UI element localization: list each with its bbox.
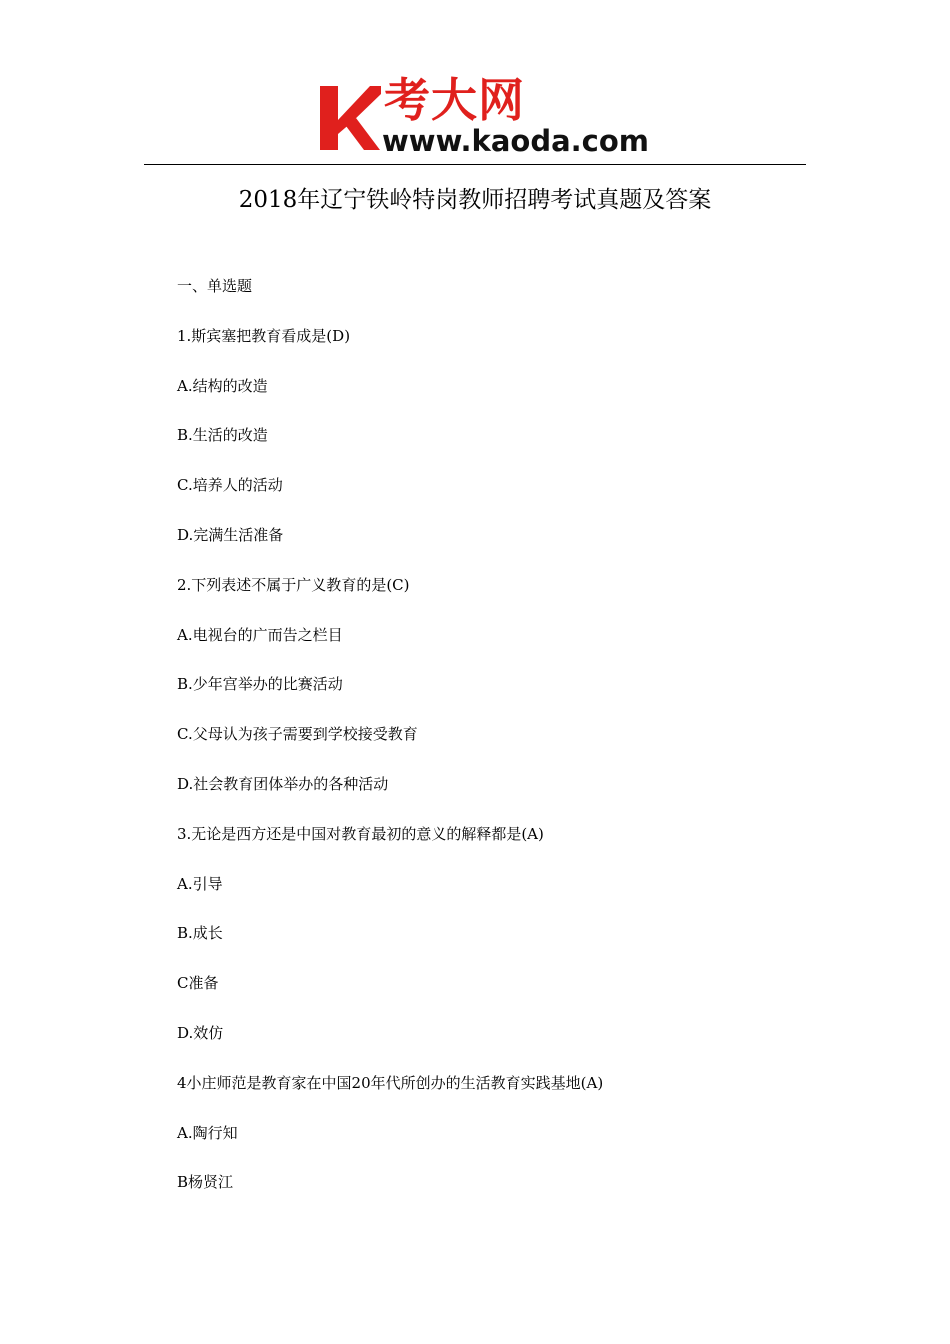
logo-brand-text: 考大网 xyxy=(384,73,525,127)
header-divider xyxy=(144,164,806,165)
option-line: B.少年宫举办的比赛活动 xyxy=(177,675,343,694)
option-line: D.效仿 xyxy=(177,1023,224,1042)
option-line: C.父母认为孩子需要到学校接受教育 xyxy=(177,725,418,744)
option-line: A.结构的改造 xyxy=(177,376,268,395)
question-2: 2.下列表述不属于广义教育的是(C) xyxy=(177,575,410,594)
kaoda-logo xyxy=(318,73,649,158)
option-line: B.成长 xyxy=(177,924,223,943)
option-line: C.培养人的活动 xyxy=(177,476,283,495)
k-logo-icon xyxy=(318,84,382,152)
option-line: A.引导 xyxy=(177,874,223,893)
question-3: 3.无论是西方还是中国对教育最初的意义的解释都是(A) xyxy=(177,824,544,843)
logo-url-text: www.kaoda.com xyxy=(382,124,649,158)
question-1: 1.斯宾塞把教育看成是(D) xyxy=(177,326,351,345)
option-line: D.社会教育团体举办的各种活动 xyxy=(177,774,389,793)
option-line: A.陶行知 xyxy=(177,1123,238,1142)
option-line: B杨贤江 xyxy=(177,1173,234,1192)
question-4: 4小庄师范是教育家在中国20年代所创办的生活教育实践基地(A) xyxy=(177,1073,604,1092)
document-title: 2018年辽宁铁岭特岗教师招聘考试真题及答案 xyxy=(238,187,712,213)
question-list xyxy=(177,273,817,1219)
option-line: B.生活的改造 xyxy=(177,426,268,445)
section-heading: 一、单选题 xyxy=(177,277,253,295)
option-line: D.完满生活准备 xyxy=(177,525,284,544)
option-line: C准备 xyxy=(177,974,219,993)
option-line: A.电视台的广而告之栏目 xyxy=(177,625,343,644)
